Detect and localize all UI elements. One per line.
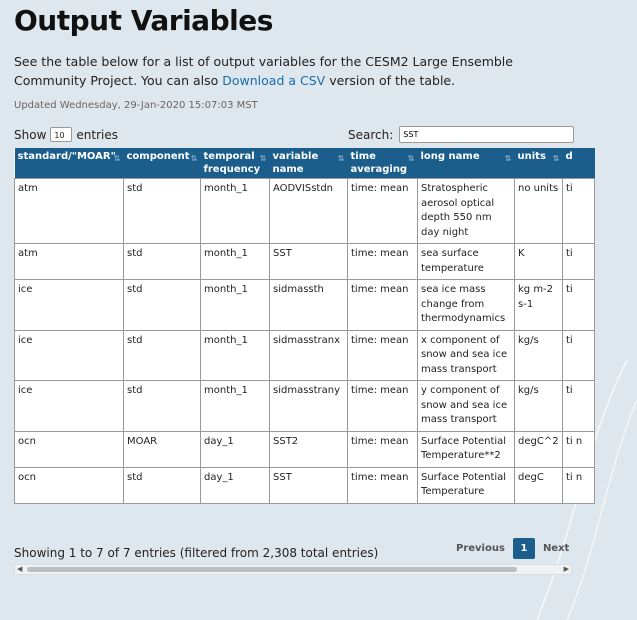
cell-time-averaging: time: mean bbox=[348, 330, 418, 381]
cell-time-averaging: time: mean bbox=[348, 381, 418, 432]
cell-time-averaging: time: mean bbox=[348, 280, 418, 331]
page-length-select[interactable]: 10 bbox=[50, 127, 72, 142]
cell-standard: atm bbox=[15, 179, 124, 244]
sort-icon: ⇅ bbox=[113, 154, 121, 163]
cell-units: kg/s bbox=[515, 330, 563, 381]
cell-time-averaging: time: mean bbox=[348, 244, 418, 280]
cell-long-name: x component of snow and sea ice mass transport bbox=[418, 330, 515, 381]
cell-long-name: y component of snow and sea ice mass transport bbox=[418, 381, 515, 432]
cell-standard: ocn bbox=[15, 467, 124, 503]
column-header-units[interactable] bbox=[515, 148, 563, 179]
cell-standard: ice bbox=[15, 330, 124, 381]
column-header-label: time averaging bbox=[350, 151, 408, 175]
cell-d: ti bbox=[563, 330, 595, 381]
search-label: Search: bbox=[348, 127, 394, 142]
intro-paragraph bbox=[14, 52, 584, 90]
cell-component: std bbox=[124, 244, 201, 280]
cell-temporal-frequency: month_1 bbox=[201, 330, 270, 381]
cell-component: std bbox=[124, 467, 201, 503]
next-page-button[interactable]: Next bbox=[542, 543, 570, 554]
cell-component: std bbox=[124, 179, 201, 244]
column-header-label: units bbox=[517, 151, 546, 162]
intro-text-end: version of the table. bbox=[325, 73, 456, 88]
cell-long-name: sea ice mass change from thermodynamics bbox=[418, 280, 515, 331]
column-header-label: variable name bbox=[272, 151, 319, 175]
search-control bbox=[348, 126, 574, 143]
sort-icon: ⇅ bbox=[337, 154, 345, 163]
column-header-long-name[interactable] bbox=[418, 148, 515, 179]
column-header-label: long name bbox=[420, 151, 480, 162]
cell-standard: atm bbox=[15, 244, 124, 280]
cell-component: std bbox=[124, 280, 201, 331]
table-row bbox=[15, 280, 595, 331]
table-row bbox=[15, 330, 595, 381]
cell-temporal-frequency: month_1 bbox=[201, 244, 270, 280]
cell-temporal-frequency: day_1 bbox=[201, 467, 270, 503]
column-header-standard[interactable] bbox=[15, 148, 124, 179]
cell-variable-name: SST bbox=[270, 244, 348, 280]
cell-time-averaging: time: mean bbox=[348, 431, 418, 467]
column-header-label: component bbox=[126, 151, 190, 162]
entries-label: entries bbox=[76, 127, 118, 142]
column-header-time-averaging[interactable] bbox=[348, 148, 418, 179]
cell-long-name: Surface Potential Temperature**2 bbox=[418, 431, 515, 467]
cell-units: no units bbox=[515, 179, 563, 244]
page-1-button[interactable]: 1 bbox=[513, 538, 535, 559]
pagination bbox=[448, 538, 577, 559]
sort-icon: ⇅ bbox=[552, 154, 560, 163]
cell-temporal-frequency: month_1 bbox=[201, 280, 270, 331]
cell-d: ti bbox=[563, 179, 595, 244]
column-header-label: d bbox=[565, 151, 573, 162]
variables-table bbox=[14, 148, 595, 504]
cell-temporal-frequency: month_1 bbox=[201, 381, 270, 432]
column-header-label: standard/"MOAR" bbox=[17, 151, 116, 162]
cell-time-averaging: time: mean bbox=[348, 179, 418, 244]
table-row bbox=[15, 431, 595, 467]
cell-variable-name: sidmassth bbox=[270, 280, 348, 331]
table-row bbox=[15, 244, 595, 280]
table-header-row bbox=[15, 148, 595, 179]
cell-long-name: Stratospheric aerosol optical depth 550 nm day night bbox=[418, 179, 515, 244]
cell-units: kg/s bbox=[515, 381, 563, 432]
cell-d: ti bbox=[563, 280, 595, 331]
sort-icon: ⇅ bbox=[190, 154, 198, 163]
page-title: Output Variables bbox=[14, 4, 273, 37]
cell-standard: ice bbox=[15, 381, 124, 432]
updated-timestamp: Updated Wednesday, 29-Jan-2020 15:07:03 MST bbox=[14, 100, 258, 111]
download-csv-link[interactable]: Download a CSV bbox=[222, 73, 326, 88]
cell-variable-name: AODVISstdn bbox=[270, 179, 348, 244]
cell-units: degC bbox=[515, 467, 563, 503]
cell-component: MOAR bbox=[124, 431, 201, 467]
cell-variable-name: SST bbox=[270, 467, 348, 503]
column-header-temporal-frequency[interactable] bbox=[201, 148, 270, 179]
cell-time-averaging: time: mean bbox=[348, 467, 418, 503]
sort-icon: ⇅ bbox=[504, 154, 512, 163]
column-header-label: temporal frequency bbox=[203, 151, 261, 175]
table-info: Showing 1 to 7 of 7 entries (filtered from 2,308 total entries) bbox=[14, 546, 379, 560]
cell-temporal-frequency: month_1 bbox=[201, 179, 270, 244]
cell-long-name: sea surface temperature bbox=[418, 244, 515, 280]
cell-standard: ice bbox=[15, 280, 124, 331]
column-header-d[interactable] bbox=[563, 148, 595, 179]
table-row bbox=[15, 467, 595, 503]
cell-d: ti n bbox=[563, 467, 595, 503]
cell-long-name: Surface Potential Temperature bbox=[418, 467, 515, 503]
cell-units: degC^2 bbox=[515, 431, 563, 467]
cell-component: std bbox=[124, 330, 201, 381]
cell-variable-name: sidmasstranx bbox=[270, 330, 348, 381]
cell-units: K bbox=[515, 244, 563, 280]
cell-standard: ocn bbox=[15, 431, 124, 467]
scroll-left-icon[interactable]: ◀ bbox=[17, 565, 23, 573]
search-input[interactable] bbox=[399, 126, 574, 143]
sort-icon: ⇅ bbox=[407, 154, 415, 163]
column-header-variable-name[interactable] bbox=[270, 148, 348, 179]
cell-d: ti n bbox=[563, 431, 595, 467]
cell-temporal-frequency: day_1 bbox=[201, 431, 270, 467]
sort-icon: ⇅ bbox=[259, 154, 267, 163]
cell-units: kg m-2 s-1 bbox=[515, 280, 563, 331]
intro-text: See the table below for a list of output variables for the CESM2 Large Ensemble Community Project. You can also bbox=[14, 54, 513, 88]
show-label: Show bbox=[14, 127, 47, 142]
variables-table-container bbox=[14, 148, 583, 532]
scroll-right-icon[interactable]: ▶ bbox=[563, 565, 569, 573]
previous-page-button[interactable]: Previous bbox=[456, 543, 505, 554]
cell-d: ti bbox=[563, 244, 595, 280]
table-row bbox=[15, 381, 595, 432]
cell-variable-name: SST2 bbox=[270, 431, 348, 467]
cell-variable-name: sidmasstrany bbox=[270, 381, 348, 432]
horizontal-scrollbar[interactable] bbox=[14, 564, 572, 575]
cell-component: std bbox=[124, 381, 201, 432]
table-row bbox=[15, 179, 595, 244]
cell-d: ti bbox=[563, 381, 595, 432]
scrollbar-thumb[interactable] bbox=[27, 567, 517, 572]
column-header-component[interactable] bbox=[124, 148, 201, 179]
page-length-control bbox=[14, 127, 118, 142]
